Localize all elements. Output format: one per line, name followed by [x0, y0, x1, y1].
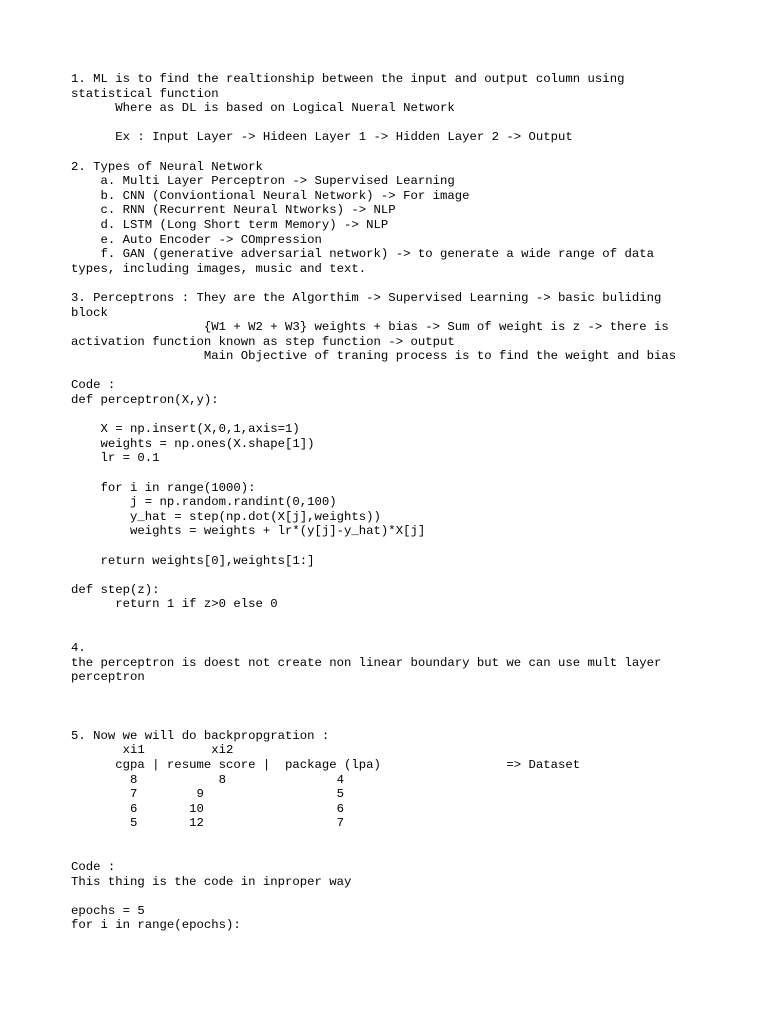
- text-line: weights = np.ones(X.shape[1]): [71, 436, 315, 451]
- text-line: perceptron: [71, 670, 145, 685]
- text-line: return weights[0],weights[1:]: [71, 553, 315, 568]
- text-line: for i in range(epochs):: [71, 918, 241, 933]
- text-line: 1. ML is to find the realtionship between the input and output column using: [71, 72, 625, 86]
- text-line: Code :: [71, 860, 116, 875]
- text-line: Where as DL is based on Logical Nueral Network: [71, 101, 455, 116]
- text-line: [71, 831, 711, 846]
- text-line: 8 8 4: [71, 772, 345, 787]
- text-line: Main Objective of traning process is to find the weight and bias: [71, 349, 677, 364]
- text-line: c. RNN (Recurrent Neural Ntworks) -> NLP: [71, 203, 396, 218]
- text-line: types, including images, music and text.: [71, 261, 367, 276]
- text-line: [71, 845, 711, 860]
- text-line: [71, 145, 711, 160]
- text-line: [71, 612, 711, 627]
- text-line: [71, 116, 711, 131]
- text-line: [71, 700, 711, 715]
- text-line: [71, 889, 711, 904]
- text-line: 5 12 7: [71, 816, 345, 831]
- text-line: xi1 xi2: [71, 743, 234, 758]
- text-line: [71, 568, 711, 583]
- text-line: [71, 276, 711, 291]
- text-line: [71, 539, 711, 554]
- text-line: j = np.random.randint(0,100): [71, 495, 337, 510]
- text-line: the perceptron is doest not create non linear boundary but we can use mult layer: [71, 655, 662, 670]
- text-line: [71, 466, 711, 481]
- text-line: d. LSTM (Long Short term Memory) -> NLP: [71, 217, 389, 232]
- text-line: [71, 364, 711, 379]
- text-line: 5. Now we will do backpropgration :: [71, 728, 330, 743]
- text-line: a. Multi Layer Perceptron -> Supervised Learning: [71, 174, 455, 189]
- text-line: [71, 408, 711, 423]
- document-page: [71, 72, 711, 933]
- text-line: 2. Types of Neural Network: [71, 159, 263, 174]
- text-line: def step(z):: [71, 582, 160, 597]
- text-line: statistical function: [71, 86, 219, 101]
- text-line: X = np.insert(X,0,1,axis=1): [71, 422, 300, 437]
- text-line: epochs = 5: [71, 903, 145, 918]
- text-line: return 1 if z>0 else 0: [71, 597, 278, 612]
- text-line: block: [71, 305, 108, 320]
- text-line: weights = weights + lr*(y[j]-y_hat)*X[j]: [71, 524, 426, 539]
- text-line: e. Auto Encoder -> COmpression: [71, 232, 322, 247]
- text-line: [71, 627, 711, 642]
- text-line: def perceptron(X,y):: [71, 393, 219, 408]
- text-line: cgpa | resume score | package (lpa) => Dataset: [71, 757, 581, 772]
- text-line: y_hat = step(np.dot(X[j],weights)): [71, 509, 381, 524]
- text-line: 6 10 6: [71, 801, 345, 816]
- text-line: f. GAN (generative adversarial network) -> to generate a wide range of data: [71, 247, 654, 262]
- text-line: for i in range(1000):: [71, 480, 256, 495]
- text-line: {W1 + W2 + W3} weights + bias -> Sum of weight is z -> there is: [71, 320, 669, 335]
- text-line: b. CNN (Conviontional Neural Network) -> For image: [71, 188, 470, 203]
- text-line: 4.: [71, 641, 86, 656]
- text-line: [71, 714, 711, 729]
- text-line: Code :: [71, 378, 116, 393]
- text-line: 7 9 5: [71, 787, 345, 802]
- text-line: lr = 0.1: [71, 451, 160, 466]
- text-line: 3. Perceptrons : They are the Algorthim -> Supervised Learning -> basic buliding: [71, 290, 662, 305]
- text-line: This thing is the code in inproper way: [71, 874, 352, 889]
- text-line: activation function known as step function -> output: [71, 334, 455, 349]
- text-line: Ex : Input Layer -> Hideen Layer 1 -> Hidden Layer 2 -> Output: [71, 130, 573, 145]
- text-line: [71, 685, 711, 700]
